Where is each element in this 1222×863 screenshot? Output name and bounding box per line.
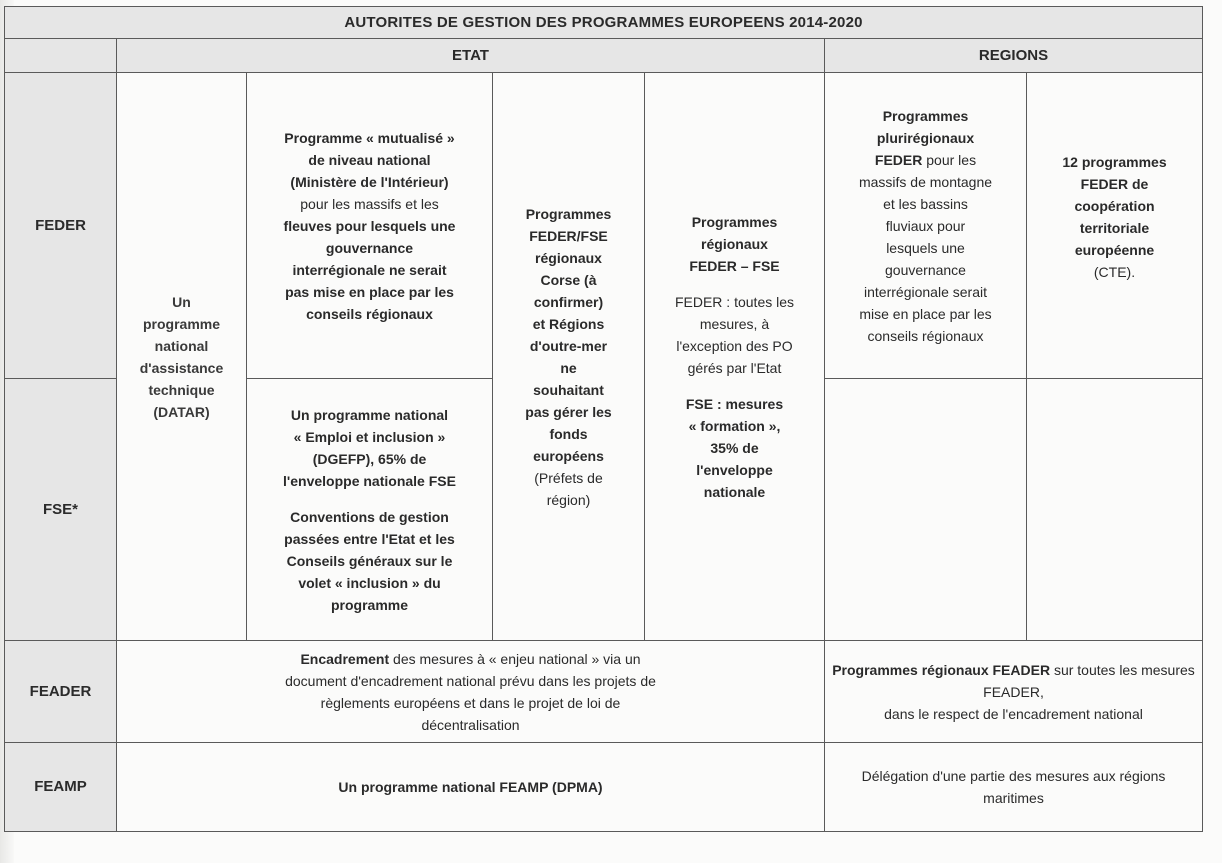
text-line: 12 programmes [1062,154,1167,170]
cell-emploi-inclusion [247,379,493,641]
text-line: gouvernance [885,261,966,278]
text-line: et Régions [532,315,605,332]
cell-regionaux-feder-fse [645,73,825,641]
text-line: national [154,337,209,354]
text-line: programme [142,315,221,332]
text-line: l'exception des PO [676,337,793,354]
text-line: ne [560,359,577,376]
text-line: FEDER/FSE [529,227,608,244]
text-line: règlements européens et dans le projet de loi de [320,694,621,711]
text-line: conseils régionaux [867,327,984,344]
text-line: (Préfets de [534,469,603,486]
text-line: Programmes [525,205,612,222]
text-line-rest: sur toutes les mesures FEADER, [983,661,1195,700]
table-title: AUTORITES DE GESTION DES PROGRAMMES EUROPEENS 2014-2020 [5,7,1203,39]
text-line: FEDER de [1080,176,1149,192]
text-line: fleuves pour lesquels une [283,217,456,234]
cell-feader-regions [825,641,1203,743]
row-label-feader: FEADER [5,641,117,743]
text-line: et les bassins [883,195,968,212]
cell-feader-etat [117,641,825,743]
text-line: Conseils généraux sur le [286,552,453,569]
text-line: européens [533,447,604,464]
cell-corse-outre-mer [493,73,645,641]
text-line: mise en place par les [859,305,992,322]
text-line-bold: Encadrement [300,650,390,667]
text-line: document d'encadrement national prévu dans les projets de [285,672,656,689]
text-line: lesquels une [886,239,965,256]
text-line [123,648,818,670]
text-line: « formation », [688,417,781,434]
text-line-bold: FEDER [874,151,923,168]
text-line: régionaux [701,235,768,252]
text-line: coopération [1074,198,1155,214]
text-line [831,659,1196,703]
row-label-fse: FSE* [5,379,117,641]
cell-feamp-etat: Un programme national FEAMP (DPMA) [117,743,825,832]
text-line: décentralisation [421,716,520,733]
text-line: gouvernance [325,239,414,256]
text-line: massifs de montagne [858,173,993,190]
text-line: d'assistance [139,359,224,376]
cell-fse-regions-empty-1 [825,379,1027,641]
cell-cte [1027,73,1203,379]
text-line: pas gérer les [525,403,612,420]
text-line: mesures, à [699,315,770,332]
cell-fse-regions-empty-2 [1027,379,1203,641]
text-line: 35% de [710,439,759,456]
text-line: pour les massifs et les [300,195,439,212]
text-line-bold: Programmes régionaux FEADER [832,661,1051,678]
text-line: conseils régionaux [306,305,433,322]
cell-programme-mutualise [247,73,493,379]
text-line: l'enveloppe nationale FSE [283,472,456,489]
row-label-feamp: FEAMP [5,743,117,832]
management-authorities-table [4,6,1203,832]
text-line: dans le respect de l'encadrement national [884,705,1143,722]
text-line: souhaitant [533,381,604,398]
cell-assistance-technique [117,73,247,641]
text-line: Programmes [691,213,778,230]
row-label-feder: FEDER [5,73,117,379]
text-line: pas mise en place par les [285,283,454,300]
text-line: (DATAR) [153,403,210,420]
text-line: plurirégionaux [876,129,975,146]
text-line: fluviaux pour [885,217,966,234]
text-line: FEDER : toutes les [674,293,795,310]
text-line: (CTE). [1093,264,1136,280]
text-line: régionaux [535,249,602,266]
text-line: passées entre l'Etat et les [284,530,455,547]
text-line: Un [172,293,191,310]
header-etat: ETAT [117,39,825,73]
text-line: de niveau national [308,151,431,168]
text-line: interrégionale serait [864,283,987,300]
text-line: Conventions de gestion [290,508,449,525]
text-line: confirmer) [533,293,604,310]
text-line: « Emploi et inclusion » [293,428,446,445]
text-line: volet « inclusion » du [298,574,441,591]
cell-plurireg [825,73,1027,379]
text-line: européenne [1074,242,1155,258]
cell-feamp-regions: Délégation d'une partie des mesures aux régions maritimes [825,743,1203,832]
text-line: d'outre-mer [529,337,608,354]
text-line: FEDER – FSE [689,257,780,274]
text-line: programme [330,596,409,613]
text-line: fonds [549,425,588,442]
text-line: gérés par l'Etat [687,359,782,376]
text-line: l'enveloppe [696,461,773,478]
text-line: Un programme national [290,406,449,423]
text-line: (DGEFP), 65% de [312,450,427,467]
text-line: interrégionale ne serait [292,261,447,278]
header-regions: REGIONS [825,39,1203,73]
header-corner [5,39,117,73]
text-line-rest: des mesures à « enjeu national » via un [389,650,641,667]
text-line: nationale [703,483,766,500]
text-line [831,149,1020,171]
text-line: Corse (à [540,271,597,288]
text-line: FSE : mesures [685,395,784,412]
text-line-rest: pour les [926,151,977,168]
text-line: région) [546,491,591,508]
text-line: Programme « mutualisé » [284,129,455,146]
text-line: technique [148,381,215,398]
text-line: territoriale [1079,220,1150,236]
text-line: Programmes [882,107,969,124]
text-line: (Ministère de l'Intérieur) [290,173,449,190]
